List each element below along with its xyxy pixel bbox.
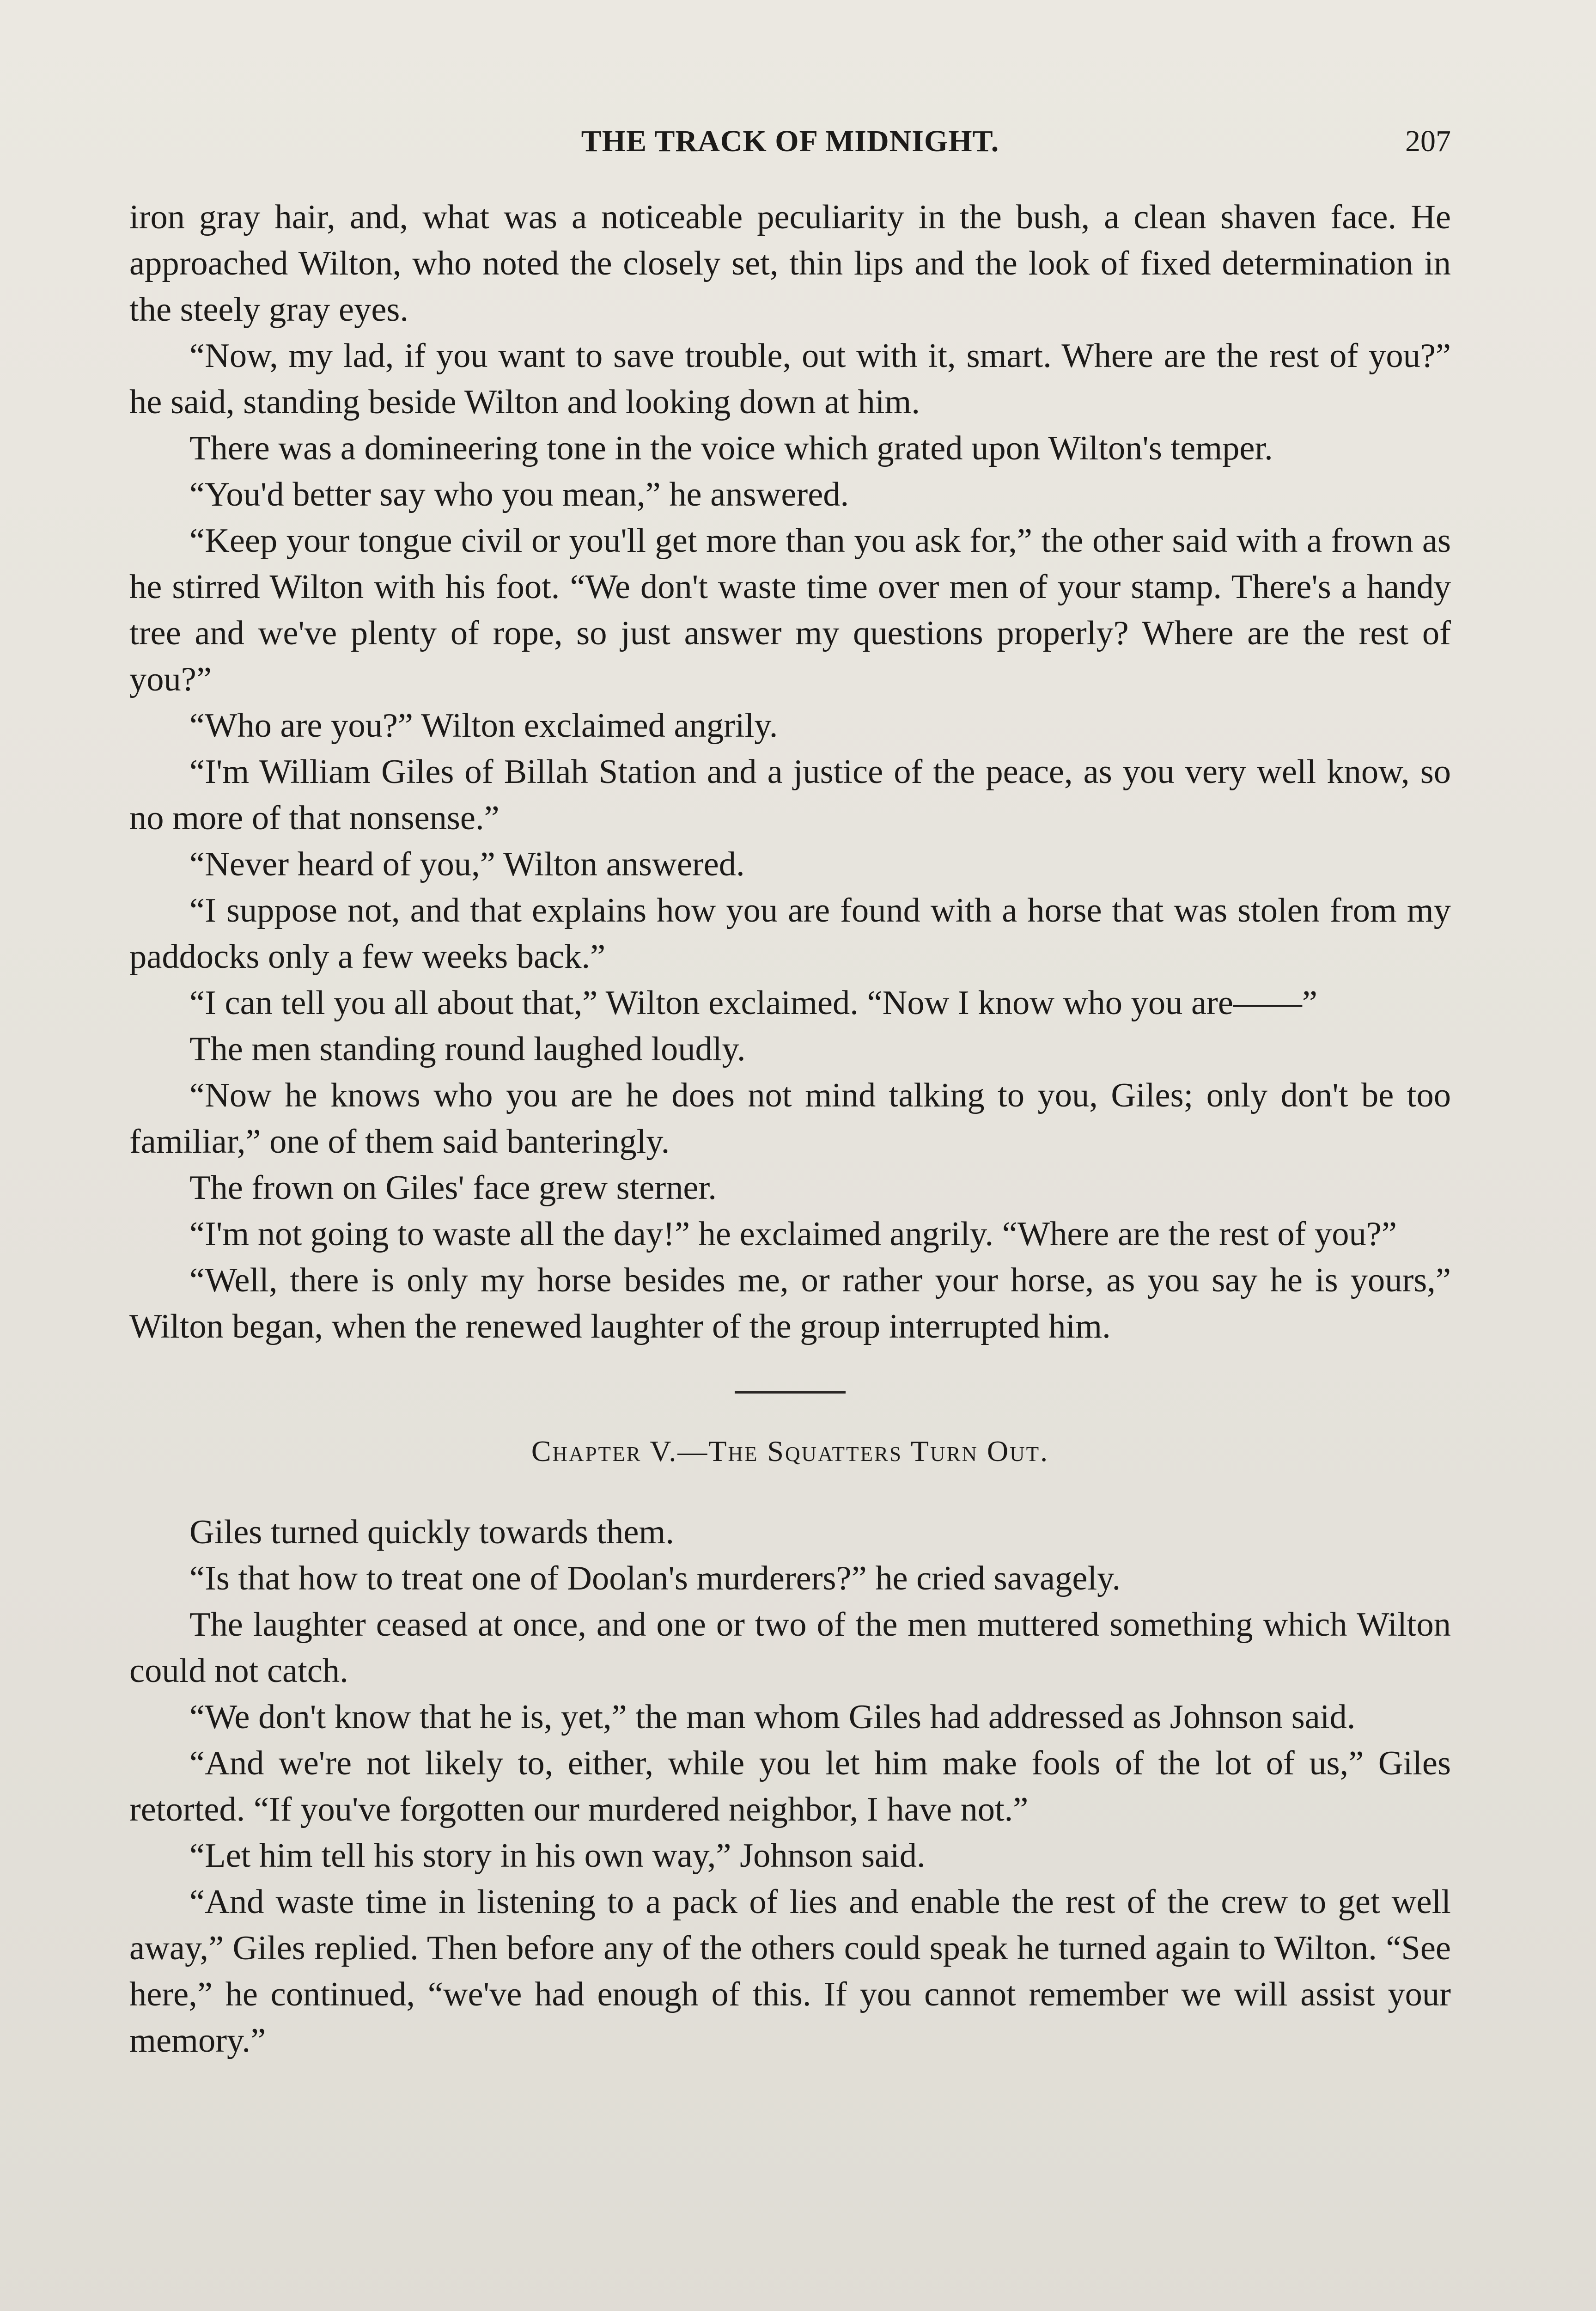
paragraph: “We don't know that he is, yet,” the man whom Giles had addressed as Johnson said.	[189, 1698, 1356, 1736]
body-text	[129, 194, 1451, 2064]
paragraph: “Never heard of you,” Wilton answered.	[189, 845, 745, 883]
chapter-heading: Chapter V.—The Squatters Turn Out.	[531, 1435, 1049, 1467]
paragraph: “Now, my lad, if you want to save trouble, out with it, smart. Where are the rest of you?” he said, standing beside Wilton and looking down at him.	[129, 337, 1451, 421]
running-title: THE TRACK OF MIDNIGHT.	[581, 124, 999, 158]
paragraph: “I suppose not, and that explains how you are found with a horse that was stolen from my paddocks only a few weeks back.”	[129, 892, 1451, 976]
section-divider	[735, 1391, 846, 1394]
paragraph: There was a domineering tone in the voice which grated upon Wilton's temper.	[189, 429, 1273, 467]
paragraph: iron gray hair, and, what was a noticeable peculiarity in the bush, a clean shaven face. He approached Wilton, who noted the closely set, thin lips and the look of fixed determination in the steely gray eyes.	[129, 198, 1451, 329]
paragraph: “Keep your tongue civil or you'll get more than you ask for,” the other said with a frown as he stirred Wilton with his foot. “We don't waste time over men of your stamp. There's a handy tree and we've plenty of rope, so just answer my questions properly? Where are the rest of you?”	[129, 522, 1451, 698]
paragraph: “I can tell you all about that,” Wilton exclaimed. “Now I know who you are——”	[189, 984, 1317, 1022]
paragraph: “Now he knows who you are he does not mind talking to you, Giles; only don't be too familiar,” one of them said banteringly.	[129, 1076, 1451, 1161]
paragraph: Giles turned quickly towards them.	[189, 1513, 675, 1551]
paragraph: “Who are you?” Wilton exclaimed angrily.	[189, 707, 778, 745]
page-header	[129, 124, 1451, 175]
paragraph: “Well, there is only my horse besides me, or rather your horse, as you say he is yours,” Wilton began, when the renewed laughter of the group interrupted him.	[129, 1261, 1451, 1345]
paragraph: “And waste time in listening to a pack of lies and enable the rest of the crew to get well away,” Giles replied. Then before any of the others could speak he turned again to Wilton. “See here,” he continued, “we've had enough of this. If you cannot remember we will assist your memory.”	[129, 1883, 1451, 2060]
paragraph: “And we're not likely to, either, while you let him make fools of the lot of us,” Giles retorted. “If you've forgotten our murdered neighbor, I have not.”	[129, 1744, 1451, 1828]
paragraph: The frown on Giles' face grew sterner.	[189, 1169, 717, 1207]
paragraph: The men standing round laughed loudly.	[189, 1030, 746, 1068]
paragraph: “I'm William Giles of Billah Station and a justice of the peace, as you very well know, so no more of that nonsense.”	[129, 753, 1451, 837]
paragraph: The laughter ceased at once, and one or two of the men muttered something which Wilton could not catch.	[129, 1606, 1451, 1690]
paragraph: “Is that how to treat one of Doolan's murderers?” he cried savagely.	[189, 1559, 1121, 1597]
page-number: 207	[1405, 124, 1451, 158]
paragraph: “Let him tell his story in his own way,” Johnson said.	[189, 1837, 926, 1875]
paragraph: “You'd better say who you mean,” he answered.	[189, 476, 849, 514]
paragraph: “I'm not going to waste all the day!” he exclaimed angrily. “Where are the rest of you?”	[189, 1215, 1397, 1253]
